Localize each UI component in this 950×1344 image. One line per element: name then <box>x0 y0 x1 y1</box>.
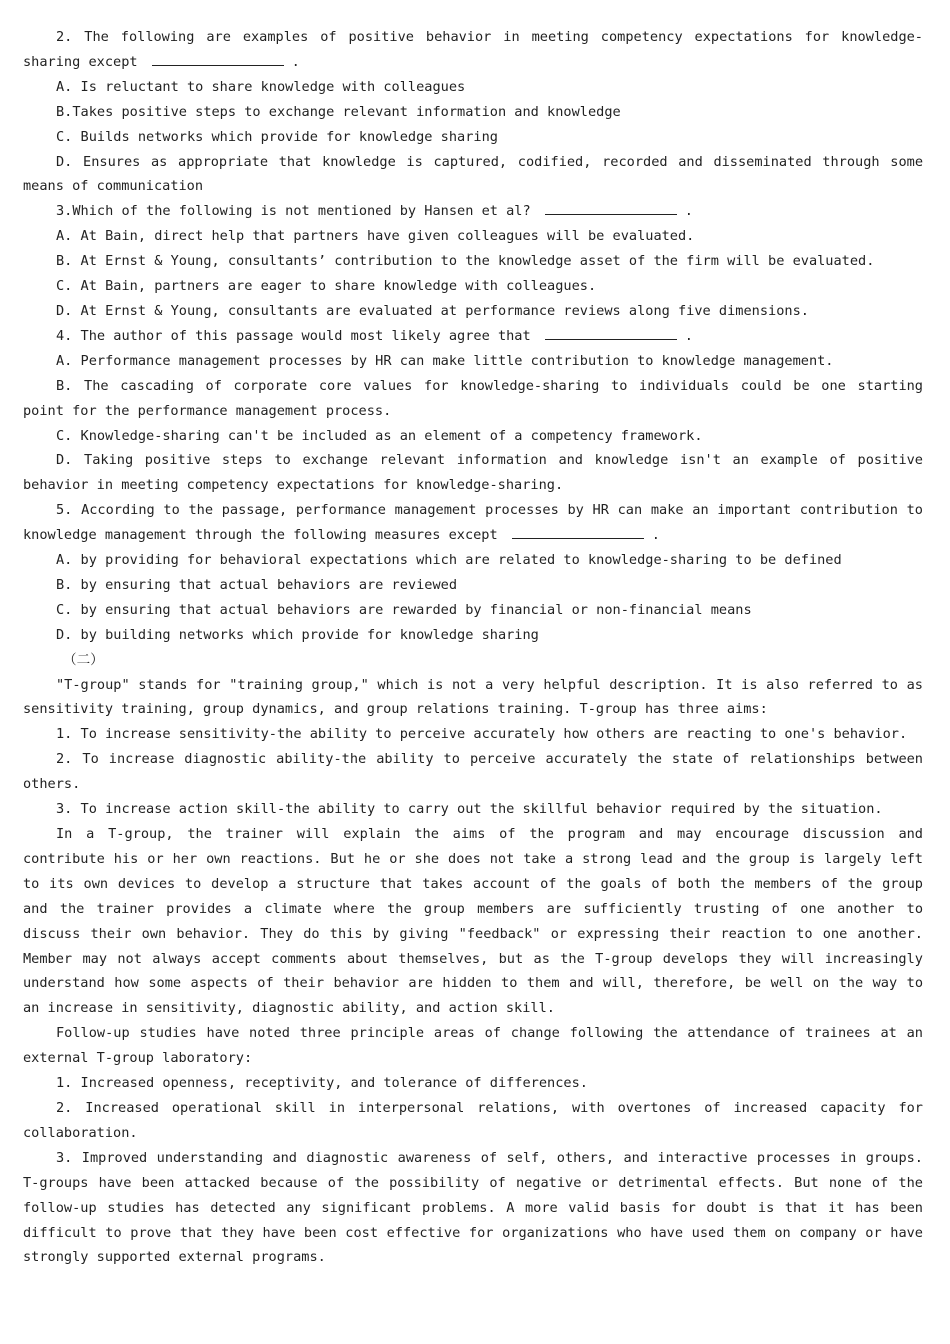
question-4-option-a: A. Performance management processes by HR can make little contribution to knowledge management. <box>56 352 834 369</box>
question-3-option-a: A. At Bain, direct help that partners have given colleagues will be evaluated. <box>56 228 695 245</box>
question-2-text: 2. The following are examples of positive behavior in meeting competency expectations for knowledge-sharing except <box>23 29 923 70</box>
question-3-option-c: C. At Bain, partners are eager to share knowledge with colleagues. <box>56 278 597 295</box>
answer-blank-3[interactable] <box>545 201 677 215</box>
question-4-option-c: C. Knowledge-sharing can't be included as an element of a competency framework. <box>56 427 703 444</box>
question-4-option-d: D. Taking positive steps to exchange relevant information and knowledge isn't an example of positive behavior in meeting competency expectations for knowledge-sharing. <box>23 452 923 494</box>
question-4-stem: 4. The author of this passage would most likely agree that . <box>56 327 693 344</box>
question-2-option-c: C. Builds networks which provide for knowledge sharing <box>56 128 498 145</box>
question-5-option-d: D. by building networks which provide for knowledge sharing <box>56 626 539 643</box>
passage-aim-1: 1. To increase sensitivity-the ability to perceive accurately how others are reacting to one's behavior. <box>56 726 908 743</box>
question-2-stem: 2. The following are examples of positive behavior in meeting competency expectations for knowledge-sharing except . <box>23 29 923 70</box>
section-heading: （二） <box>63 651 104 668</box>
question-5-option-b: B. by ensuring that actual behaviors are reviewed <box>56 576 458 593</box>
passage-change-2: 2. Increased operational skill in interpersonal relations, with overtones of increased capacity for collaboration. <box>23 1099 923 1141</box>
question-3-option-d: D. At Ernst & Young, consultants are evaluated at performance reviews along five dimensions. <box>56 302 809 319</box>
question-3-text: 3.Which of the following is not mentioned by Hansen et al? <box>56 203 531 220</box>
question-4-text: 4. The author of this passage would most likely agree that <box>56 327 531 344</box>
passage-aim-2: 2. To increase diagnostic ability-the ability to perceive accurately the state of relationships between others. <box>23 751 923 793</box>
answer-blank-4[interactable] <box>545 326 677 340</box>
question-2-option-b: B.Takes positive steps to exchange relevant information and knowledge <box>56 103 621 120</box>
question-3-stem: 3.Which of the following is not mentioned by Hansen et al? . <box>56 203 693 220</box>
passage-trainer-paragraph: In a T-group, the trainer will explain the aims of the program and may encourage discussion and contribute his or her own reactions. But he or she does not take a strong lead and the group is largely left to its own devices to develop a structure that takes account of the goals of both the members of the group and the trainer provides a climate where the group members are sufficiently trusting of one another to discuss their own behavior. They do this by giving "feedback" or expressing their reaction to one another. Member may not always accept comments about themselves, but as the T-group develops they will increasingly understand how some aspects of their behavior are hidden to them and will, therefore, be well on the way to an increase in sensitivity, diagnostic ability, and action skill. <box>23 826 923 1017</box>
passage-followup-intro: Follow-up studies have noted three principle areas of change following the attendance of trainees at an external T-group laboratory: <box>23 1025 923 1067</box>
question-5-text: 5. According to the passage, performance management processes by HR can make an important contribution to knowledge management through the following measures except <box>23 502 923 544</box>
question-5-option-c: C. by ensuring that actual behaviors are rewarded by financial or non-financial means <box>56 601 752 618</box>
passage-change-3: 3. Improved understanding and diagnostic awareness of self, others, and interactive processes in groups. T-groups have been attacked because of the possibility of negative or detrimental effects. But none of the follow-up studies has detected any significant problems. A more valid basis for doubt is that it has been difficult to prove that they have been cost effective for organizations who have used them on company or have strongly supported external programs. <box>23 1149 923 1266</box>
question-3-option-b: B. At Ernst & Young, consultants’ contribution to the knowledge asset of the firm will be evaluated. <box>56 253 875 270</box>
answer-blank-2[interactable] <box>152 52 284 66</box>
question-2-option-d: D. Ensures as appropriate that knowledge is captured, codified, recorded and disseminated through some means of communication <box>23 153 923 195</box>
question-2-option-a: A. Is reluctant to share knowledge with colleagues <box>56 78 466 95</box>
passage-aim-3: 3. To increase action skill-the ability to carry out the skillful behavior required by the situation. <box>56 801 883 818</box>
question-4-option-b: B. The cascading of corporate core values for knowledge-sharing to individuals could be one starting point for the performance management process. <box>23 377 923 419</box>
passage-intro: "T-group" stands for "training group," which is not a very helpful description. It is also referred to as sensitivity training, group dynamics, and group relations training. T-group has three aims: <box>23 676 923 718</box>
question-5-option-a: A. by providing for behavioral expectations which are related to knowledge-sharing to be defined <box>56 552 842 569</box>
passage-change-1: 1. Increased openness, receptivity, and tolerance of differences. <box>56 1075 588 1092</box>
document-page <box>23 25 923 1270</box>
answer-blank-5[interactable] <box>512 525 644 539</box>
question-5-stem: 5. According to the passage, performance management processes by HR can make an important contribution to knowledge management through the following measures except . <box>23 502 923 544</box>
